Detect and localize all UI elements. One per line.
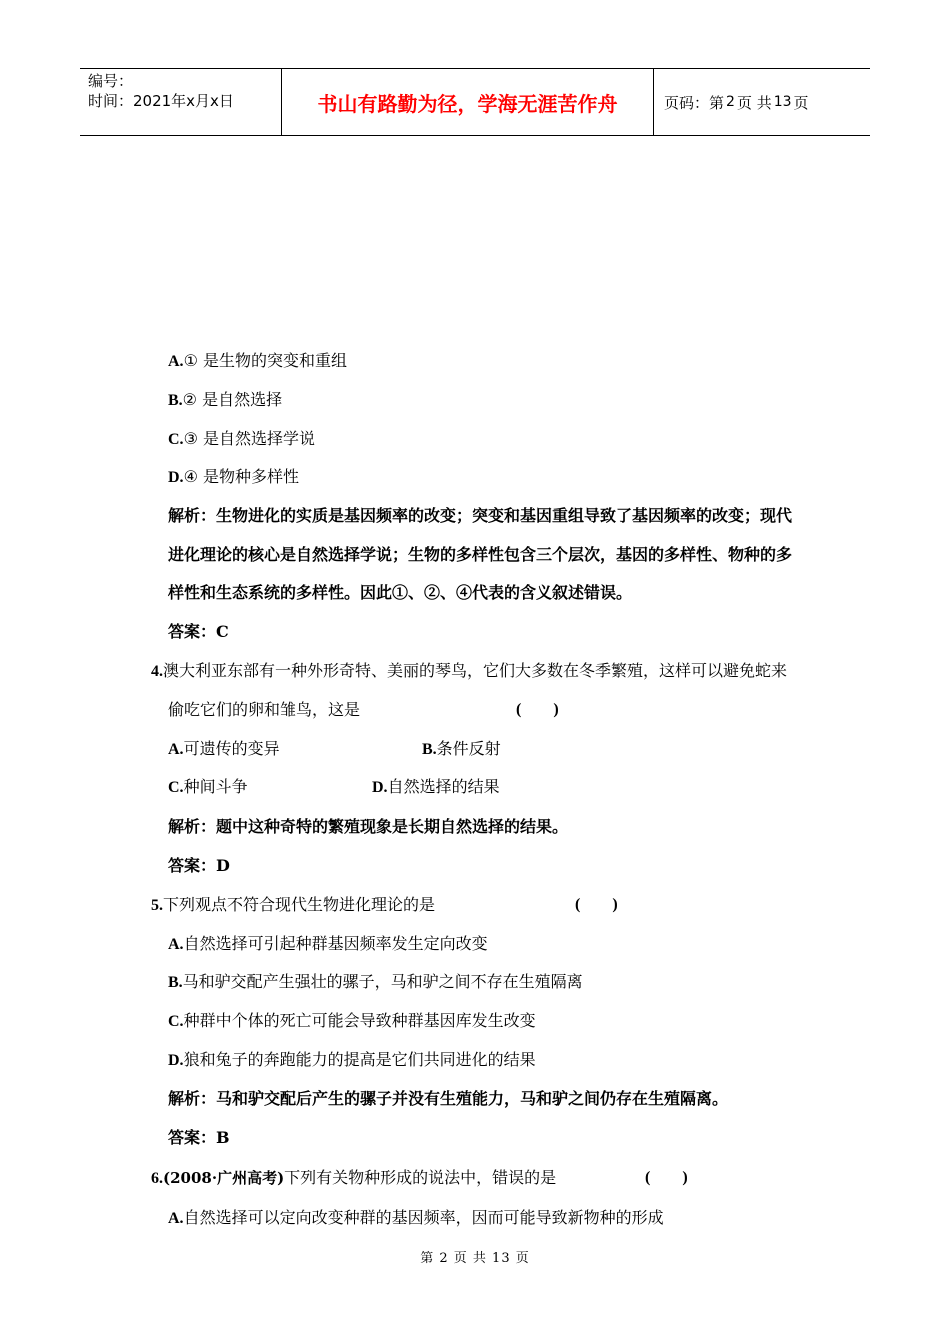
time-label: 时间：2021年x月x日 bbox=[88, 92, 234, 110]
q6-stem: 6.(2008·广州高考)下列有关物种形成的说法中，错误的是 bbox=[151, 1168, 557, 1187]
q5-stem: 5.下列观点不符合现代生物进化理论的是 bbox=[151, 895, 436, 914]
page-current: 2 bbox=[726, 94, 735, 110]
q3-analysis-line-2: 进化理论的核心是自然选择学说；生物的多样性包含三个层次，基因的多样性、物种的多 bbox=[168, 545, 793, 564]
q4-option-c: C.种间斗争 bbox=[168, 777, 248, 796]
q5-option-b: B.马和驴交配产生强壮的骡子，马和驴之间不存在生殖隔离 bbox=[168, 972, 583, 991]
q4-answer: 答案：D bbox=[168, 856, 230, 875]
q3-analysis-line-3: 样性和生态系统的多样性。因此①、②、④代表的含义叙述错误。 bbox=[168, 583, 633, 602]
q5-answer-blank: ( ) bbox=[575, 896, 618, 913]
q4-stem-line-2: 偷吃它们的卵和雏鸟，这是 bbox=[168, 700, 361, 719]
q3-option-c: C.③ 是自然选择学说 bbox=[168, 429, 315, 448]
q5-answer: 答案：B bbox=[168, 1128, 230, 1147]
number-label: 编号： bbox=[88, 72, 134, 90]
q4-analysis: 解析：题中这种奇特的繁殖现象是长期自然选择的结果。 bbox=[168, 817, 569, 836]
q6-source: (2008·广州高考) bbox=[163, 1169, 285, 1187]
q3-option-a: A.① 是生物的突变和重组 bbox=[168, 351, 347, 370]
q3-analysis-line-1: 解析：生物进化的实质是基因频率的改变；突变和基因重组导致了基因频率的改变；现代 bbox=[168, 506, 793, 525]
q4-option-a: A.可遗传的变异 bbox=[168, 739, 280, 758]
q4-stem-line-1: 4.澳大利亚东部有一种外形奇特、美丽的琴鸟，它们大多数在冬季繁殖，这样可以避免蛇来 bbox=[151, 661, 788, 680]
page-label-suffix: 页 bbox=[793, 93, 809, 112]
q6-answer-blank: ( ) bbox=[645, 1169, 688, 1186]
page-label-mid: 页 共 bbox=[736, 93, 772, 112]
q5-option-c: C.种群中个体的死亡可能会导致种群基因库发生改变 bbox=[168, 1011, 536, 1030]
q5-analysis: 解析：马和驴交配后产生的骡子并没有生殖能力，马和驴之间仍存在生殖隔离。 bbox=[168, 1089, 729, 1108]
page-footer: 第 2 页 共 13 页 bbox=[420, 1251, 530, 1266]
q3-option-b: B.② 是自然选择 bbox=[168, 390, 283, 409]
q4-option-d: D.自然选择的结果 bbox=[372, 777, 500, 796]
q6-option-a: A.自然选择可以定向改变种群的基因频率，因而可能导致新物种的形成 bbox=[168, 1208, 664, 1227]
page-header bbox=[80, 68, 870, 136]
page-total: 13 bbox=[773, 94, 792, 110]
q3-answer: 答案：C bbox=[168, 622, 229, 641]
q5-option-d: D.狼和兔子的奔跑能力的提高是它们共同进化的结果 bbox=[168, 1050, 536, 1069]
header-page-info bbox=[654, 69, 870, 135]
header-meta bbox=[80, 69, 282, 135]
q3-option-d: D.④ 是物种多样性 bbox=[168, 467, 299, 486]
q4-option-b: B.条件反射 bbox=[422, 739, 501, 758]
page-label-prefix: 页码：第 bbox=[664, 93, 725, 112]
header-motto: 书山有路勤为径，学海无涯苦作舟 bbox=[282, 69, 654, 135]
q4-answer-blank: ( ) bbox=[516, 701, 559, 718]
q5-option-a: A.自然选择可引起种群基因频率发生定向改变 bbox=[168, 934, 488, 953]
